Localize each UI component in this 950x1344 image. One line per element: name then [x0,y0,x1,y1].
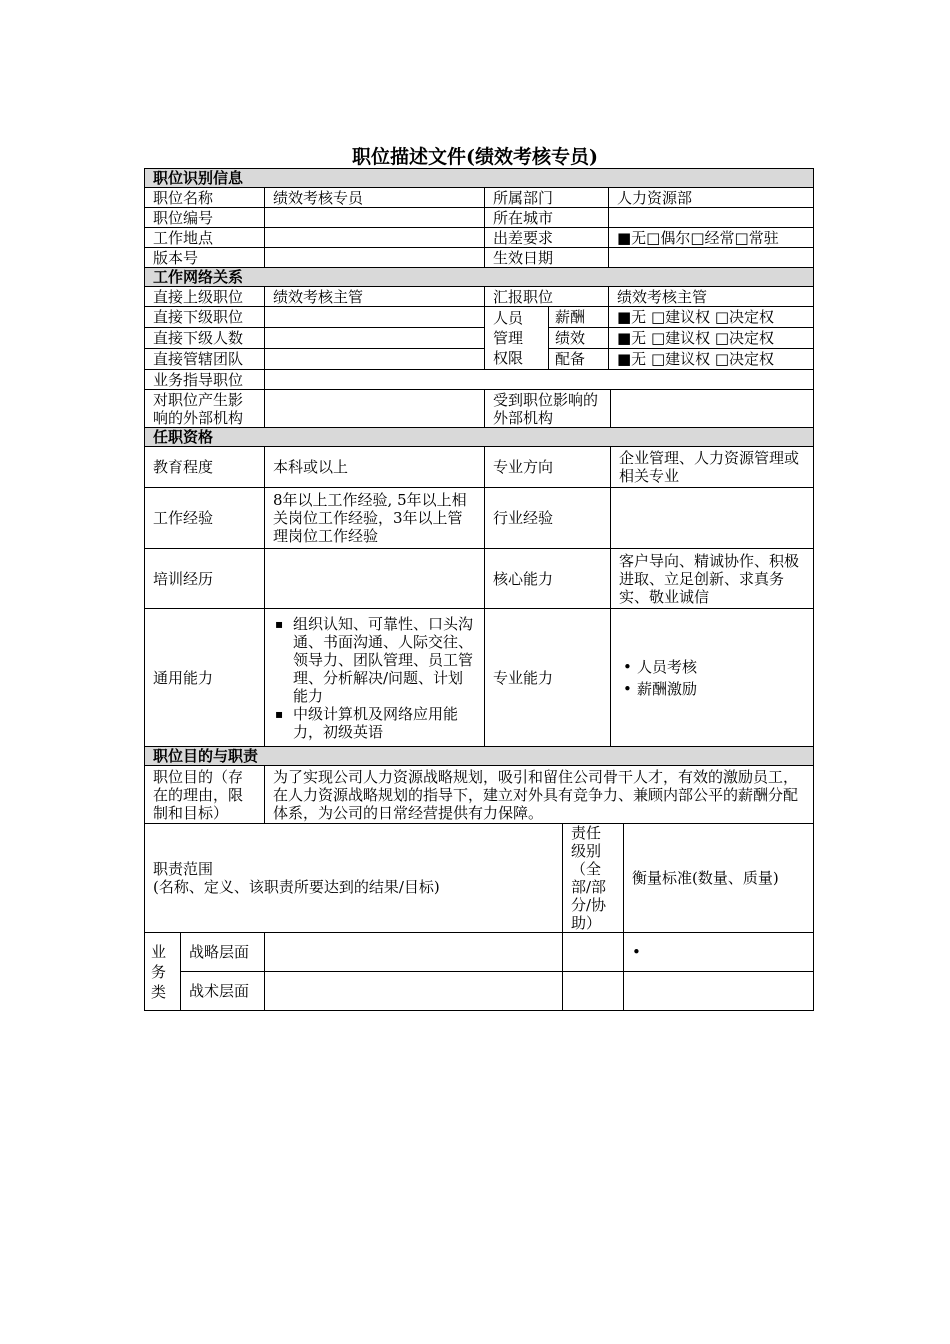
major-label: 专业方向 [485,447,611,488]
city-value [609,208,814,228]
experience-value: 8年以上工作经验, 5年以上相关岗位工作经验，3年以上管理岗位工作经验 [265,488,485,549]
subordinate-label: 直接下级职位 [145,307,265,328]
authority-row-options: ■无 □建议权 □决定权 [609,349,814,370]
authority-row-label: 薪酬 [549,307,609,328]
guidance-value [265,370,814,390]
position-name-value: 绩效考核专员 [265,188,485,208]
duty-row-label: 战略层面 [181,933,265,972]
authority-row-label: 绩效 [549,328,609,349]
section-identity: 职位识别信息 [145,169,814,188]
effective-date-label: 生效日期 [485,248,609,268]
industry-label: 行业经验 [485,488,611,549]
department-label: 所属部门 [485,188,609,208]
version-label: 版本号 [145,248,265,268]
professional-ability-value [611,609,814,747]
travel-options: ■无□偶尔□经常□常驻 [609,228,814,248]
section-duty: 职位目的与职责 [145,747,814,766]
subordinate-count-label: 直接下级人数 [145,328,265,349]
position-code-label: 职位编号 [145,208,265,228]
duty-row-level [563,933,624,972]
purpose-label: 职位目的（存在的理由，限制和目标） [145,766,265,824]
position-name-label: 职位名称 [145,188,265,208]
core-ability-label: 核心能力 [485,549,611,609]
measure-header [624,824,814,933]
team-label: 直接管辖团队 [145,349,265,370]
authority-row-options: ■无 □建议权 □决定权 [609,328,814,349]
travel-label: 出差要求 [485,228,609,248]
effective-date-value [609,248,814,268]
scope-sub: (名称、定义、该职责所要达到的结果/目标) [153,878,440,896]
level-header [563,824,624,933]
version-value [265,248,485,268]
general-ability-value [265,609,485,747]
work-location-value [265,228,485,248]
report-label: 汇报职位 [485,287,609,307]
list-item: ▪ 组织认知、可靠性、口头沟通、书面沟通、人际交往、领导力、团队管理、员工管理、分析解决/问题、计划能力 [293,615,476,705]
measure-label: 衡量标准(数量、质量) [632,869,779,887]
professional-ability-list [619,656,805,700]
duty-row-scope [265,933,563,972]
authority-row-label: 配备 [549,349,609,370]
guidance-label: 业务指导职位 [145,370,265,390]
list-item: ▪ 中级计算机及网络应用能力，初级英语 [293,705,476,741]
document-title: 职位描述文件(绩效考核专员) [352,146,598,168]
authority-row-options: ■无 □建议权 □决定权 [609,307,814,328]
authority-label [485,307,549,370]
duty-row-measure: • [624,933,814,972]
level-label: 责任级别 [571,824,602,860]
team-value [265,349,485,370]
business-category-text: 业务类 [151,942,167,1001]
position-code-value [265,208,485,228]
external-affect-value [265,390,485,428]
department-value: 人力资源部 [609,188,814,208]
job-description-table [144,168,814,1011]
superior-value: 绩效考核主管 [265,287,485,307]
list-item: • 薪酬激励 [637,678,805,700]
superior-label: 直接上级职位 [145,287,265,307]
education-value: 本科或以上 [265,447,485,488]
external-affected-value [611,390,814,428]
duty-row-measure [624,972,814,1011]
section-network: 工作网络关系 [145,268,814,287]
business-category-label [145,933,181,1011]
training-label: 培训经历 [145,549,265,609]
subordinate-count-value [265,328,485,349]
authority-label-text: 人员 管理 权限 [493,309,524,367]
section-qualification: 任职资格 [145,428,814,447]
list-item: • 人员考核 [637,656,805,678]
major-value: 企业管理、人力资源管理或相关专业 [611,447,814,488]
core-ability-value: 客户导向、精诚协作、积极进取、立足创新、求真务实、敬业诚信 [611,549,814,609]
industry-value [611,488,814,549]
external-affect-label: 对职位产生影响的外部机构 [145,390,265,428]
general-ability-list [273,615,476,741]
duty-row-label: 战术层面 [181,972,265,1011]
professional-ability-label: 专业能力 [485,609,611,747]
experience-label: 工作经验 [145,488,265,549]
general-ability-label: 通用能力 [145,609,265,747]
report-value: 绩效考核主管 [609,287,814,307]
scope-label: 职责范围 [153,860,214,878]
level-sub: （全部/部分/协助） [571,860,607,932]
subordinate-value [265,307,485,328]
work-location-label: 工作地点 [145,228,265,248]
duty-row-level [563,972,624,1011]
training-value [265,549,485,609]
purpose-value: 为了实现公司人力资源战略规划，吸引和留住公司骨干人才，有效的激励员工，在人力资源战略规划的指导下，建立对外具有竞争力、兼顾内部公平的薪酬分配体系，为公司的日常经营提供有力保障。 [265,766,814,824]
external-affected-label: 受到职位影响的外部机构 [485,390,611,428]
education-label: 教育程度 [145,447,265,488]
city-label: 所在城市 [485,208,609,228]
scope-header [145,824,563,933]
duty-row-scope [265,972,563,1011]
